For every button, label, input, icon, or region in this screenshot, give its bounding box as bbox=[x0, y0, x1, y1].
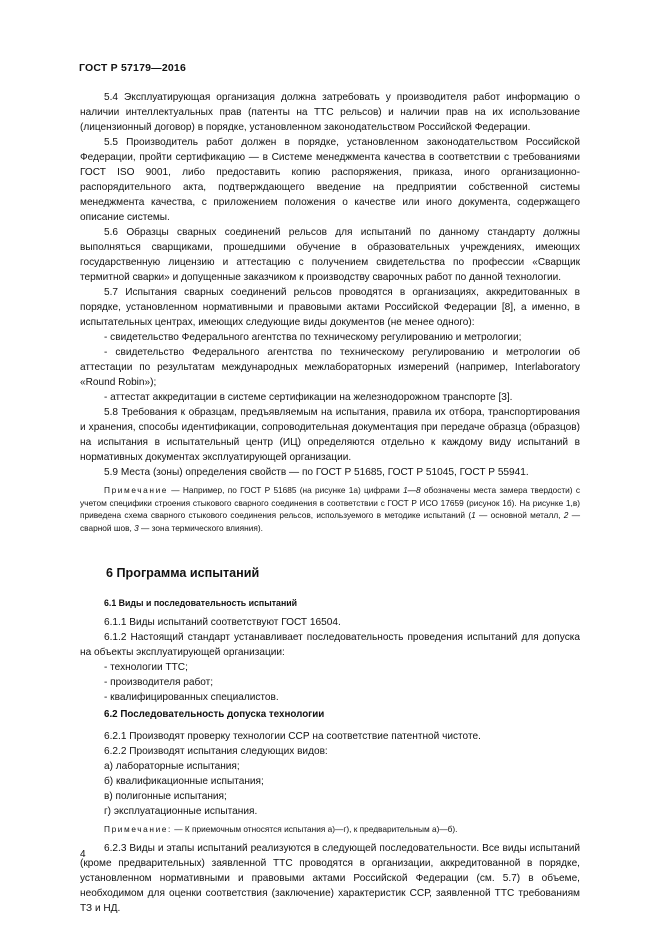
paragraph-6-1-2: 6.1.2 Настоящий стандарт устанавливает последовательность проведения испытаний для допуска на объекты эксплуатирующей организации: bbox=[80, 632, 580, 658]
note-6-2-2: Примечание: — К приемочным относятся испытания а)—г), к предварительным а)—б). bbox=[104, 824, 458, 834]
list-item: г) эксплуатационные испытания. bbox=[104, 806, 258, 817]
list-item: - производителя работ; bbox=[104, 677, 214, 688]
list-item: - квалифицированных специалистов. bbox=[104, 692, 279, 703]
subsection-6-1-title: 6.1 Виды и последовательность испытаний bbox=[104, 598, 298, 608]
paragraph-6-2-3: 6.2.3 Виды и этапы испытаний реализуются в следующей последовательности. Все виды испытаний (кроме предварительных) заявленной ТТС проводятся в организации, аккредитованной в порядке, установленном нормативными и правовыми актами Российской Федерации (см. 5.7) в объеме, необходимом для оценки соответствия (заключение) характеристик ССР, заявленной ТТС требованиям ТЗ и НД. bbox=[80, 843, 580, 914]
paragraph-6-2-2: 6.2.2 Производят испытания следующих видов: bbox=[104, 746, 328, 757]
paragraph-5-7: 5.7 Испытания сварных соединений рельсов проводятся в организациях, аккредитованных в порядке, установленном нормативными и правовыми актами Российской Федерации [8], а именно, в испытательных центрах, имеющих следующие виды документов (не менее одного): bbox=[80, 287, 580, 328]
list-item: - свидетельство Федерального агентства по техническому регулированию и метрологии; bbox=[104, 332, 522, 343]
section-6-title: 6 Программа испытаний bbox=[106, 566, 260, 580]
note-label: Примечание: bbox=[104, 824, 172, 834]
page-number: 4 bbox=[80, 849, 86, 860]
subsection-6-2-title: 6.2 Последовательность допуска технологии bbox=[104, 709, 325, 720]
list-item: - свидетельство Федерального агентства по техническому регулированию и метрологии об аттестации по результатам международных межлабораторных измерений (например, Interlaboratory «Round Robin»); bbox=[80, 347, 580, 388]
list-item: в) полигонные испытания; bbox=[104, 791, 227, 802]
list-item: - технологии ТТС; bbox=[104, 662, 188, 673]
note-5-9: Примечание — Например, по ГОСТ Р 51685 (на рисунке 1а) цифрами 1—8 обозначены места замера твердости) с учетом специфики строения стыкового сварного соединения в соответствии с ГОСТ Р ИСО 17659 (рисунок 1б). На рисунке 1,в) приведена схема сварного стыкового соединения рельсов, используемого в методике испытаний (1 — основной металл, 2 — сварной шов, 3 — зона термического влияния). bbox=[80, 485, 580, 533]
paragraph-6-1-1: 6.1.1 Виды испытаний соответствуют ГОСТ 16504. bbox=[104, 617, 341, 628]
list-item: б) квалификационные испытания; bbox=[104, 776, 264, 787]
list-item: а) лабораторные испытания; bbox=[104, 761, 240, 772]
paragraph-6-2-1: 6.2.1 Производят проверку технологии ССР на соответствие патентной чистоте. bbox=[104, 731, 481, 742]
document-header: ГОСТ Р 57179—2016 bbox=[79, 62, 187, 74]
paragraph-5-6: 5.6 Образцы сварных соединений рельсов для испытаний по данному стандарту должны выполняться сварщиками, прошедшими обучение в образовательных учреждениях, имеющих государственную лицензию и аттестацию с получением свидетельства по профессии «Сварщик термитной сварки» и допущенные заказчиком к производству сварочных работ по данной технологии. bbox=[80, 227, 580, 283]
page-body bbox=[80, 90, 580, 916]
list-item: - аттестат аккредитации в системе сертификации на железнодорожном транспорте [3]. bbox=[104, 392, 513, 403]
note-label: Примечание bbox=[104, 485, 169, 495]
paragraph-5-4: 5.4 Эксплуатирующая организация должна затребовать у производителя работ информацию о наличии интеллектуальных прав (патенты на ТТС рельсов) и наличии прав на их использование (лицензионный договор) в порядке, установленном законодательством Российской Федерации. bbox=[80, 92, 580, 133]
paragraph-5-8: 5.8 Требования к образцам, предъявляемым на испытания, правила их отбора, транспортирования и хранения, способы идентификации, сопроводительная документация при передаче образца (образцов) на испытания в испытательный центр (ИЦ) определяются отдельно к каждому виду испытаний в нормативных документах эксплуатирующей организации. bbox=[80, 407, 580, 463]
paragraph-5-5: 5.5 Производитель работ должен в порядке, установленном законодательством Российской Федерации, пройти сертификацию — в Системе менеджмента качества в соответствии с требованиями ГОСТ ISO 9001, либо предоставить копию распоряжения, приказа, иного организационно-распорядительного акта, подтверждающего введение на предприятии собственной системы менеджмента качества, с приложением положения о качестве или иного документа, содержащего описание системы. bbox=[80, 137, 580, 223]
paragraph-5-9: 5.9 Места (зоны) определения свойств — по ГОСТ Р 51685, ГОСТ Р 51045, ГОСТ Р 55941. bbox=[104, 467, 529, 478]
